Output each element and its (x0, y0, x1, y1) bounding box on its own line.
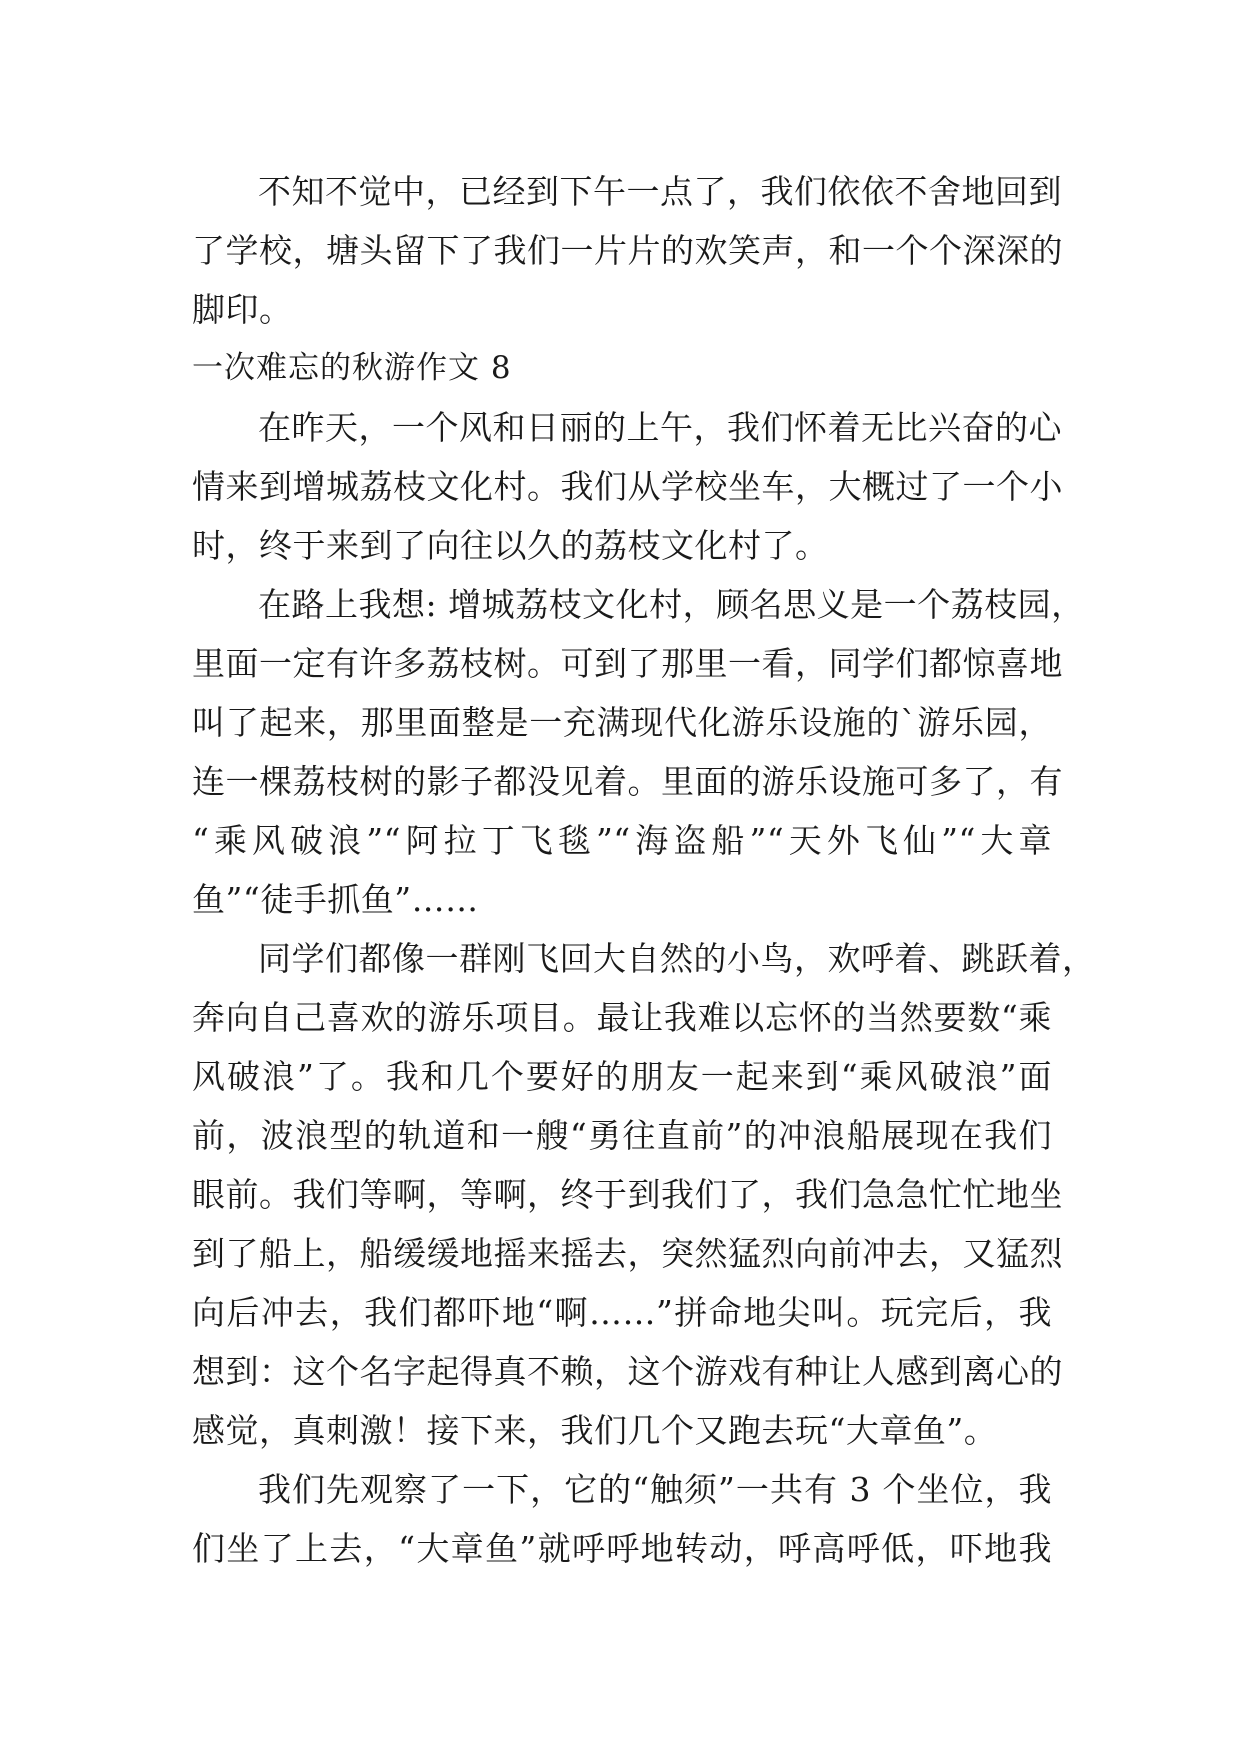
text-line: “乘风破浪”“阿拉丁飞毯”“海盗船”“天外飞仙”“大章 (192, 821, 1052, 860)
text-line: 我们先观察了一下，它的“触须”一共有 3 个坐位，我 (258, 1470, 1052, 1509)
text-line: 感觉，真刺激！接下来，我们几个又跑去玩“大章鱼”。 (192, 1411, 998, 1450)
text-line: 了学校，塘头留下了我们一片片的欢笑声，和一个个深深的 (192, 231, 1063, 270)
document-page (192, 162, 1096, 1578)
text-line: 脚印。 (192, 290, 293, 329)
text-line: 叫了起来，那里面整是一充满现代化游乐设施的`游乐园， (192, 703, 1052, 742)
text-line: 向后冲去，我们都吓地“啊……”拼命地尖叫。玩完后，我 (192, 1293, 1052, 1332)
text-line: 到了船上，船缓缓地摇来摇去，突然猛烈向前冲去，又猛烈 (192, 1234, 1063, 1273)
text-line: 在路上我想: 增城荔枝文化村，顾名思义是一个荔枝园， (258, 585, 1085, 624)
text-line: 眼前。我们等啊，等啊，终于到我们了，我们急急忙忙地坐 (192, 1175, 1063, 1214)
paragraph-4 (192, 929, 1096, 1460)
text-line: 里面一定有许多荔枝树。可到了那里一看，同学们都惊喜地 (192, 644, 1063, 683)
text-line: 前，波浪型的轨道和一艘“勇往直前”的冲浪船展现在我们 (192, 1116, 1052, 1155)
paragraph-1 (192, 162, 1063, 339)
text-line: 连一棵荔枝树的影子都没见着。里面的游乐设施可多了，有 (192, 762, 1063, 801)
paragraph-2 (192, 398, 1063, 575)
text-line: 们坐了上去，“大章鱼”就呼呼地转动，呼高呼低，吓地我 (192, 1529, 1052, 1568)
text-line: 情来到增城荔枝文化村。我们从学校坐车，大概过了一个小 (192, 467, 1063, 506)
paragraph-5 (192, 1460, 1052, 1578)
paragraph-3 (192, 575, 1085, 929)
text-line: 在昨天，一个风和日丽的上午，我们怀着无比兴奋的心 (258, 408, 1062, 447)
text-line: 鱼”“徒手抓鱼”…… (192, 880, 479, 919)
text-line: 想到：这个名字起得真不赖，这个游戏有种让人感到离心的 (192, 1352, 1063, 1391)
text-line: 同学们都像一群刚飞回大自然的小鸟，欢呼着、跳跃着， (258, 939, 1096, 978)
text-line: 奔向自己喜欢的游乐项目。最让我难以忘怀的当然要数“乘 (192, 998, 1052, 1037)
text-line: 时，终于来到了向往以久的荔枝文化村了。 (192, 526, 829, 565)
text-line: 风破浪”了。我和几个要好的朋友一起来到“乘风破浪”面 (192, 1057, 1052, 1096)
text-line: 不知不觉中，已经到下午一点了，我们依依不舍地回到 (258, 172, 1062, 211)
section-heading: 一次难忘的秋游作文 8 (192, 350, 512, 386)
